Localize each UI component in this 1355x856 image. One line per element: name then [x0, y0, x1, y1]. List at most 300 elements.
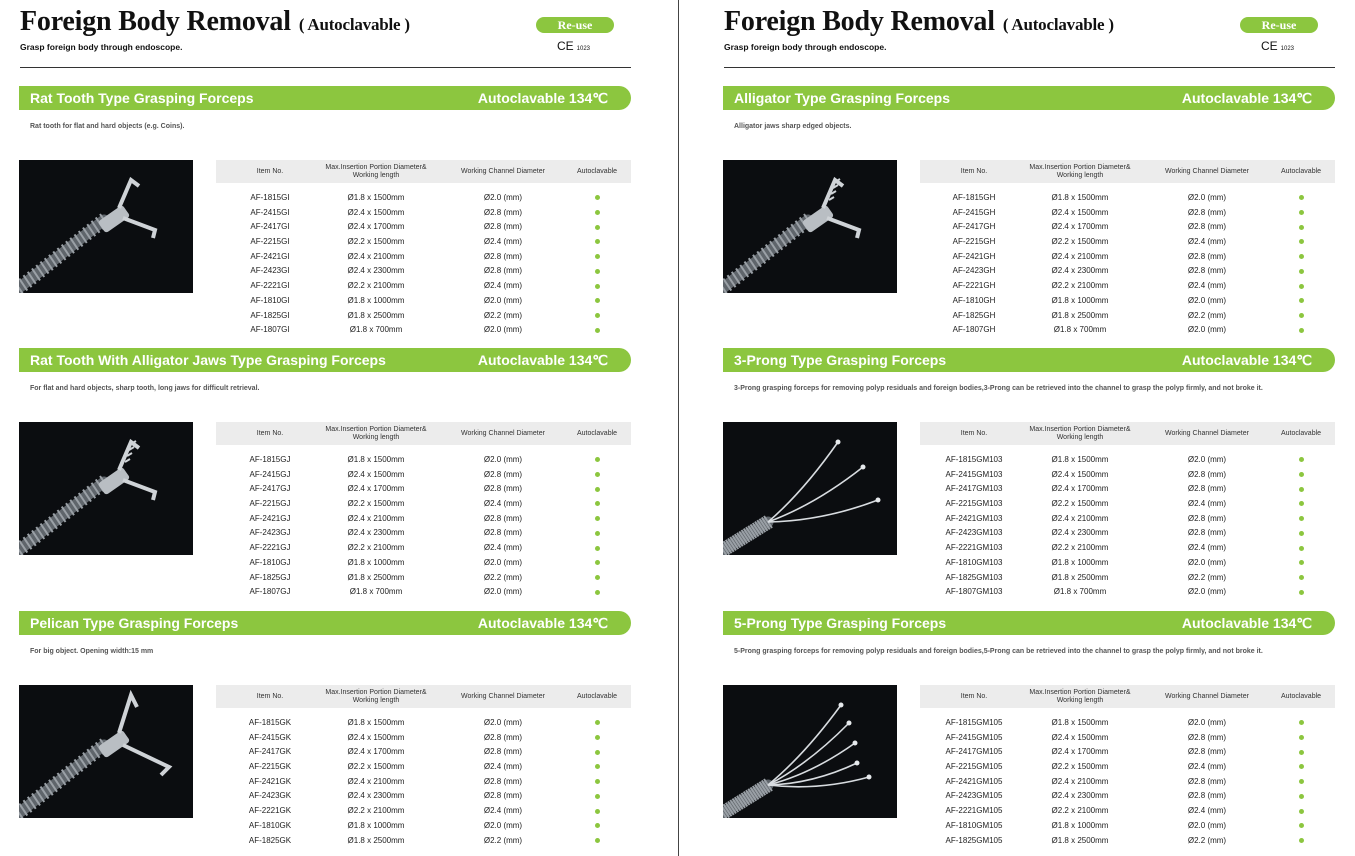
insertion-diameter-length: Ø1.8 x 1000mm	[1051, 820, 1109, 830]
three-prong-forceps-image	[723, 422, 897, 555]
working-channel-diameter: Ø2.8 (mm)	[483, 776, 523, 786]
table-row	[920, 731, 1335, 746]
header-channel: Working Channel Diameter	[461, 692, 545, 700]
autoclavable-indicator	[1270, 497, 1332, 512]
insertion-diameter-length: Ø1.8 x 2500mm	[1051, 835, 1109, 845]
autoclavable-dot-icon	[595, 590, 600, 595]
working-channel-diameter: Ø2.4 (mm)	[483, 499, 523, 509]
autoclavable-indicator	[566, 220, 628, 235]
insertion-diameter-length: Ø2.2 x 1500mm	[347, 762, 405, 772]
insertion-diameter-length: Ø2.2 x 1500mm	[347, 237, 405, 247]
item-number: AF-1815GH	[952, 193, 996, 202]
working-channel-diameter: Ø2.0 (mm)	[1187, 325, 1227, 335]
autoclavable-indicator	[566, 323, 628, 338]
spec-table	[216, 160, 631, 338]
table-row	[216, 716, 631, 731]
autoclavable-indicator	[1270, 775, 1332, 790]
autoclavable-temperature: Autoclavable 134℃	[1181, 615, 1312, 631]
autoclavable-indicator	[566, 512, 628, 527]
insertion-diameter-length: Ø2.4 x 2300mm	[1051, 791, 1109, 801]
item-number: AF-1810GJ	[249, 557, 291, 567]
spec-table-body	[920, 183, 1335, 338]
table-row	[216, 819, 631, 834]
section-description: For big object. Opening width:15 mm	[30, 648, 154, 655]
insertion-diameter-length: Ø2.4 x 2300mm	[347, 528, 405, 538]
insertion-diameter-length: Ø2.4 x 2300mm	[347, 791, 405, 801]
autoclavable-dot-icon	[1299, 225, 1304, 230]
table-row	[216, 512, 631, 527]
autoclavable-indicator	[1270, 731, 1332, 746]
autoclavable-indicator	[1270, 206, 1332, 221]
autoclavable-temperature: Autoclavable 134℃	[1181, 352, 1312, 368]
autoclavable-indicator	[1270, 571, 1332, 586]
item-number: AF-2415GM105	[945, 732, 1003, 742]
table-row	[920, 235, 1335, 250]
autoclavable-dot-icon	[595, 328, 600, 333]
table-row	[920, 279, 1335, 294]
page-title: Foreign Body Removal ( Autoclavable )	[724, 6, 1114, 37]
working-channel-diameter: Ø2.0 (mm)	[1187, 193, 1227, 202]
page-tagline: Grasp foreign body through endoscope.	[20, 42, 183, 52]
working-channel-diameter: Ø2.8 (mm)	[483, 747, 523, 757]
working-channel-diameter: Ø2.8 (mm)	[483, 222, 523, 232]
insertion-diameter-length: Ø2.4 x 2300mm	[1051, 528, 1109, 538]
autoclavable-dot-icon	[1299, 838, 1304, 843]
insertion-diameter-length: Ø2.4 x 1700mm	[347, 484, 405, 494]
working-channel-diameter: Ø2.2 (mm)	[1187, 835, 1227, 845]
autoclavable-dot-icon	[1299, 254, 1304, 259]
table-row	[216, 279, 631, 294]
autoclavable-dot-icon	[1299, 195, 1304, 200]
item-number: AF-1815GM105	[945, 718, 1003, 727]
insertion-diameter-length: Ø1.8 x 1500mm	[347, 455, 405, 464]
autoclavable-indicator	[566, 526, 628, 541]
autoclavable-dot-icon	[595, 501, 600, 506]
header-autoclavable: Autoclavable	[1280, 692, 1322, 700]
insertion-diameter-length: Ø2.4 x 2100mm	[1051, 251, 1109, 261]
insertion-diameter-length: Ø2.4 x 1700mm	[1051, 222, 1109, 232]
insertion-diameter-length: Ø1.8 x 700mm	[349, 325, 403, 335]
autoclavable-dot-icon	[595, 472, 600, 477]
table-row	[920, 323, 1335, 338]
table-row	[920, 453, 1335, 468]
table-row	[216, 468, 631, 483]
autoclavable-indicator	[1270, 585, 1332, 600]
product-section	[19, 611, 631, 845]
table-row	[920, 264, 1335, 279]
working-channel-diameter: Ø2.8 (mm)	[1187, 513, 1227, 523]
table-row	[216, 206, 631, 221]
insertion-diameter-length: Ø1.8 x 1500mm	[347, 193, 405, 202]
autoclavable-indicator	[1270, 716, 1332, 731]
item-number: AF-2215GH	[952, 237, 996, 247]
autoclavable-dot-icon	[595, 750, 600, 755]
insertion-diameter-length: Ø1.8 x 700mm	[1053, 325, 1107, 335]
table-row	[216, 585, 631, 600]
autoclavable-dot-icon	[1299, 239, 1304, 244]
working-channel-diameter: Ø2.8 (mm)	[483, 469, 523, 479]
header-diameter: Max.Insertion Portion Diameter& Working length	[1029, 163, 1131, 179]
item-number: AF-2221GJ	[249, 543, 291, 553]
item-number: AF-2415GK	[248, 732, 292, 742]
autoclavable-indicator	[1270, 191, 1332, 206]
item-number: AF-2415GM103	[945, 469, 1003, 479]
autoclavable-indicator	[1270, 250, 1332, 265]
working-channel-diameter: Ø2.4 (mm)	[1187, 762, 1227, 772]
table-row	[920, 191, 1335, 206]
autoclavable-dot-icon	[595, 764, 600, 769]
item-number: AF-1810GI	[250, 295, 290, 305]
table-row	[216, 804, 631, 819]
rat-tooth-alligator-forceps-image	[19, 422, 193, 555]
spec-table-header	[216, 422, 631, 445]
spec-table	[216, 685, 631, 848]
table-row	[920, 250, 1335, 265]
insertion-diameter-length: Ø2.4 x 2300mm	[1051, 266, 1109, 276]
working-channel-diameter: Ø2.0 (mm)	[483, 557, 523, 567]
table-row	[216, 745, 631, 760]
section-header-bar	[19, 86, 631, 110]
table-row	[216, 497, 631, 512]
autoclavable-dot-icon	[595, 720, 600, 725]
item-number: AF-2215GJ	[249, 499, 291, 509]
table-row	[216, 191, 631, 206]
header-channel: Working Channel Diameter	[1165, 167, 1249, 175]
table-row	[216, 482, 631, 497]
table-row	[216, 264, 631, 279]
autoclavable-indicator	[566, 279, 628, 294]
spec-table-body	[216, 445, 631, 600]
autoclavable-dot-icon	[595, 195, 600, 200]
autoclavable-indicator	[1270, 309, 1332, 324]
insertion-diameter-length: Ø2.4 x 2100mm	[347, 251, 405, 261]
header-item-no: Item No.	[960, 429, 988, 437]
item-number: AF-2215GM105	[945, 762, 1003, 772]
autoclavable-indicator	[566, 191, 628, 206]
autoclavable-indicator	[1270, 512, 1332, 527]
item-number: AF-2215GK	[248, 762, 292, 772]
spec-table	[920, 160, 1335, 338]
table-row	[216, 731, 631, 746]
autoclavable-dot-icon	[595, 838, 600, 843]
working-channel-diameter: Ø2.8 (mm)	[1187, 747, 1227, 757]
header-item-no: Item No.	[256, 692, 284, 700]
item-number: AF-1825GJ	[249, 572, 291, 582]
five-prong-forceps-image	[723, 685, 897, 818]
table-row	[920, 716, 1335, 731]
autoclavable-indicator	[1270, 235, 1332, 250]
header-channel: Working Channel Diameter	[1165, 692, 1249, 700]
insertion-diameter-length: Ø2.2 x 1500mm	[347, 499, 405, 509]
spec-table-body	[216, 708, 631, 848]
insertion-diameter-length: Ø2.4 x 2100mm	[347, 513, 405, 523]
section-header-bar	[19, 611, 631, 635]
table-row	[920, 585, 1335, 600]
insertion-diameter-length: Ø1.8 x 1000mm	[1051, 295, 1109, 305]
table-row	[920, 556, 1335, 571]
spec-table	[216, 422, 631, 600]
product-section	[19, 86, 631, 335]
section-description: 5-Prong grasping forceps for removing polyp residuals and foreign bodies,5-Prong can be retrieved into the channel to grasp the polyp firmly, and not broke it.	[734, 648, 1263, 655]
autoclavable-dot-icon	[595, 575, 600, 580]
working-channel-diameter: Ø2.8 (mm)	[483, 207, 523, 217]
autoclavable-dot-icon	[595, 298, 600, 303]
working-channel-diameter: Ø2.4 (mm)	[483, 806, 523, 816]
section-header-bar	[19, 348, 631, 372]
insertion-diameter-length: Ø1.8 x 1500mm	[1051, 718, 1109, 727]
section-header-bar	[723, 611, 1335, 635]
header-item-no: Item No.	[256, 167, 284, 175]
autoclavable-dot-icon	[1299, 546, 1304, 551]
autoclavable-indicator	[566, 309, 628, 324]
table-row	[920, 309, 1335, 324]
insertion-diameter-length: Ø2.4 x 2100mm	[1051, 776, 1109, 786]
table-row	[216, 220, 631, 235]
ce-mark: CE 1023	[1261, 39, 1295, 53]
table-row	[216, 541, 631, 556]
insertion-diameter-length: Ø2.4 x 1500mm	[347, 732, 405, 742]
working-channel-diameter: Ø2.0 (mm)	[483, 455, 523, 464]
item-number: AF-1825GM105	[945, 835, 1003, 845]
autoclavable-dot-icon	[1299, 764, 1304, 769]
item-number: AF-2417GH	[952, 222, 996, 232]
autoclavable-indicator	[1270, 789, 1332, 804]
spec-table	[920, 422, 1335, 600]
spec-table-header	[920, 160, 1335, 183]
product-section	[723, 86, 1335, 335]
product-section	[723, 348, 1335, 597]
section-description: Alligator jaws sharp edged objects.	[734, 123, 852, 130]
autoclavable-indicator	[566, 294, 628, 309]
working-channel-diameter: Ø2.0 (mm)	[1187, 718, 1227, 727]
working-channel-diameter: Ø2.4 (mm)	[483, 762, 523, 772]
autoclavable-indicator	[1270, 526, 1332, 541]
table-row	[920, 512, 1335, 527]
autoclavable-dot-icon	[595, 269, 600, 274]
item-number: AF-1825GM103	[945, 572, 1003, 582]
autoclavable-dot-icon	[1299, 750, 1304, 755]
autoclavable-indicator	[566, 760, 628, 775]
autoclavable-indicator	[1270, 556, 1332, 571]
working-channel-diameter: Ø2.4 (mm)	[1187, 499, 1227, 509]
working-channel-diameter: Ø2.0 (mm)	[483, 820, 523, 830]
insertion-diameter-length: Ø1.8 x 1000mm	[1051, 557, 1109, 567]
table-row	[216, 789, 631, 804]
insertion-diameter-length: Ø1.8 x 2500mm	[347, 835, 405, 845]
working-channel-diameter: Ø2.8 (mm)	[1187, 732, 1227, 742]
header-item-no: Item No.	[960, 167, 988, 175]
header-channel: Working Channel Diameter	[461, 429, 545, 437]
autoclavable-dot-icon	[595, 516, 600, 521]
autoclavable-dot-icon	[595, 487, 600, 492]
table-row	[920, 819, 1335, 834]
autoclavable-dot-icon	[1299, 284, 1304, 289]
insertion-diameter-length: Ø2.2 x 2100mm	[347, 281, 405, 291]
autoclavable-indicator	[566, 206, 628, 221]
working-channel-diameter: Ø2.4 (mm)	[483, 281, 523, 291]
autoclavable-dot-icon	[1299, 809, 1304, 814]
product-section	[19, 348, 631, 597]
working-channel-diameter: Ø2.8 (mm)	[1187, 469, 1227, 479]
autoclavable-indicator	[1270, 834, 1332, 849]
working-channel-diameter: Ø2.2 (mm)	[1187, 310, 1227, 320]
autoclavable-dot-icon	[1299, 501, 1304, 506]
working-channel-diameter: Ø2.8 (mm)	[483, 266, 523, 276]
autoclavable-indicator	[566, 789, 628, 804]
item-number: AF-1825GH	[952, 310, 996, 320]
section-title: Alligator Type Grasping Forceps	[734, 90, 951, 106]
table-row	[216, 250, 631, 265]
autoclavable-dot-icon	[1299, 472, 1304, 477]
insertion-diameter-length: Ø1.8 x 2500mm	[1051, 310, 1109, 320]
autoclavable-indicator	[566, 497, 628, 512]
working-channel-diameter: Ø2.2 (mm)	[1187, 572, 1227, 582]
autoclavable-indicator	[1270, 294, 1332, 309]
item-number: AF-1815GM103	[945, 455, 1003, 464]
autoclavable-temperature: Autoclavable 134℃	[477, 615, 608, 631]
table-row	[216, 834, 631, 849]
working-channel-diameter: Ø2.2 (mm)	[483, 835, 523, 845]
item-number: AF-2417GJ	[249, 484, 291, 494]
autoclavable-dot-icon	[595, 284, 600, 289]
autoclavable-dot-icon	[1299, 779, 1304, 784]
header-autoclavable: Autoclavable	[576, 429, 618, 437]
table-row	[920, 526, 1335, 541]
table-row	[920, 775, 1335, 790]
autoclavable-indicator	[1270, 541, 1332, 556]
autoclavable-indicator	[566, 235, 628, 250]
item-number: AF-2421GK	[248, 776, 292, 786]
header-autoclavable: Autoclavable	[1280, 167, 1322, 175]
autoclavable-indicator	[1270, 819, 1332, 834]
autoclavable-dot-icon	[1299, 313, 1304, 318]
table-row	[920, 468, 1335, 483]
autoclavable-indicator	[566, 804, 628, 819]
insertion-diameter-length: Ø2.4 x 2100mm	[1051, 513, 1109, 523]
insertion-diameter-length: Ø2.2 x 1500mm	[1051, 237, 1109, 247]
section-description: 3-Prong grasping forceps for removing polyp residuals and foreign bodies,3-Prong can be retrieved into the channel to grasp the polyp firmly, and not broke it.	[734, 385, 1263, 392]
table-row	[920, 497, 1335, 512]
item-number: AF-2415GJ	[249, 469, 291, 479]
insertion-diameter-length: Ø1.8 x 2500mm	[347, 572, 405, 582]
working-channel-diameter: Ø2.0 (mm)	[1187, 295, 1227, 305]
spec-table-header	[920, 422, 1335, 445]
autoclavable-indicator	[566, 716, 628, 731]
autoclavable-indicator	[566, 731, 628, 746]
catalog-page-right	[678, 0, 1355, 856]
working-channel-diameter: Ø2.4 (mm)	[1187, 806, 1227, 816]
item-number: AF-1810GM105	[945, 820, 1003, 830]
table-row	[216, 323, 631, 338]
autoclavable-dot-icon	[1299, 823, 1304, 828]
working-channel-diameter: Ø2.0 (mm)	[483, 295, 523, 305]
rat-tooth-forceps-image	[19, 160, 193, 293]
page-title: Foreign Body Removal ( Autoclavable )	[20, 6, 410, 37]
insertion-diameter-length: Ø1.8 x 2500mm	[1051, 572, 1109, 582]
insertion-diameter-length: Ø1.8 x 1500mm	[1051, 455, 1109, 464]
table-row	[920, 206, 1335, 221]
working-channel-diameter: Ø2.0 (mm)	[1187, 587, 1227, 597]
autoclavable-indicator	[1270, 220, 1332, 235]
header-autoclavable: Autoclavable	[576, 167, 618, 175]
working-channel-diameter: Ø2.4 (mm)	[1187, 543, 1227, 553]
table-row	[920, 482, 1335, 497]
autoclavable-indicator	[566, 250, 628, 265]
autoclavable-indicator	[566, 819, 628, 834]
item-number: AF-2421GM105	[945, 776, 1003, 786]
page-subtitle: ( Autoclavable )	[298, 15, 410, 34]
working-channel-diameter: Ø2.4 (mm)	[1187, 281, 1227, 291]
product-section	[723, 611, 1335, 845]
insertion-diameter-length: Ø2.4 x 1500mm	[1051, 732, 1109, 742]
autoclavable-temperature: Autoclavable 134℃	[477, 352, 608, 368]
autoclavable-dot-icon	[595, 225, 600, 230]
autoclavable-indicator	[566, 556, 628, 571]
working-channel-diameter: Ø2.8 (mm)	[483, 791, 523, 801]
autoclavable-indicator	[1270, 745, 1332, 760]
section-title: Pelican Type Grasping Forceps	[30, 615, 239, 631]
spec-table-header	[216, 685, 631, 708]
autoclavable-dot-icon	[1299, 328, 1304, 333]
working-channel-diameter: Ø2.8 (mm)	[483, 732, 523, 742]
autoclavable-dot-icon	[1299, 794, 1304, 799]
autoclavable-dot-icon	[595, 531, 600, 536]
item-number: AF-1825GK	[248, 835, 292, 845]
working-channel-diameter: Ø2.0 (mm)	[483, 718, 523, 727]
working-channel-diameter: Ø2.0 (mm)	[1187, 557, 1227, 567]
insertion-diameter-length: Ø2.2 x 2100mm	[347, 543, 405, 553]
working-channel-diameter: Ø2.8 (mm)	[483, 484, 523, 494]
autoclavable-dot-icon	[595, 457, 600, 462]
reuse-badge: Re-use	[1240, 17, 1318, 33]
item-number: AF-2421GH	[952, 251, 996, 261]
section-title: 5-Prong Type Grasping Forceps	[734, 615, 947, 631]
autoclavable-indicator	[1270, 804, 1332, 819]
item-number: AF-2417GM105	[945, 747, 1003, 757]
insertion-diameter-length: Ø2.4 x 1500mm	[1051, 469, 1109, 479]
item-number: AF-1825GI	[250, 310, 290, 320]
working-channel-diameter: Ø2.8 (mm)	[1187, 251, 1227, 261]
header-item-no: Item No.	[256, 429, 284, 437]
insertion-diameter-length: Ø2.4 x 2100mm	[347, 776, 405, 786]
item-number: AF-2215GM103	[945, 499, 1003, 509]
working-channel-diameter: Ø2.8 (mm)	[1187, 776, 1227, 786]
table-row	[920, 220, 1335, 235]
table-row	[920, 541, 1335, 556]
header-autoclavable: Autoclavable	[576, 692, 618, 700]
table-row	[920, 804, 1335, 819]
item-number: AF-2423GJ	[249, 528, 291, 538]
insertion-diameter-length: Ø2.2 x 2100mm	[1051, 806, 1109, 816]
insertion-diameter-length: Ø2.2 x 1500mm	[1051, 762, 1109, 772]
autoclavable-indicator	[566, 453, 628, 468]
section-header-bar	[723, 86, 1335, 110]
header-diameter: Max.Insertion Portion Diameter& Working length	[1029, 688, 1131, 704]
working-channel-diameter: Ø2.4 (mm)	[1187, 237, 1227, 247]
insertion-diameter-length: Ø2.2 x 2100mm	[347, 806, 405, 816]
table-row	[920, 834, 1335, 849]
working-channel-diameter: Ø2.0 (mm)	[483, 193, 523, 202]
autoclavable-dot-icon	[1299, 531, 1304, 536]
table-row	[216, 453, 631, 468]
autoclavable-indicator	[566, 745, 628, 760]
pelican-forceps-image	[19, 685, 193, 818]
working-channel-diameter: Ø2.0 (mm)	[1187, 455, 1227, 464]
spec-table-body	[216, 183, 631, 338]
working-channel-diameter: Ø2.8 (mm)	[1187, 791, 1227, 801]
working-channel-diameter: Ø2.8 (mm)	[1187, 266, 1227, 276]
header-diameter: Max.Insertion Portion Diameter& Working length	[1029, 425, 1131, 441]
